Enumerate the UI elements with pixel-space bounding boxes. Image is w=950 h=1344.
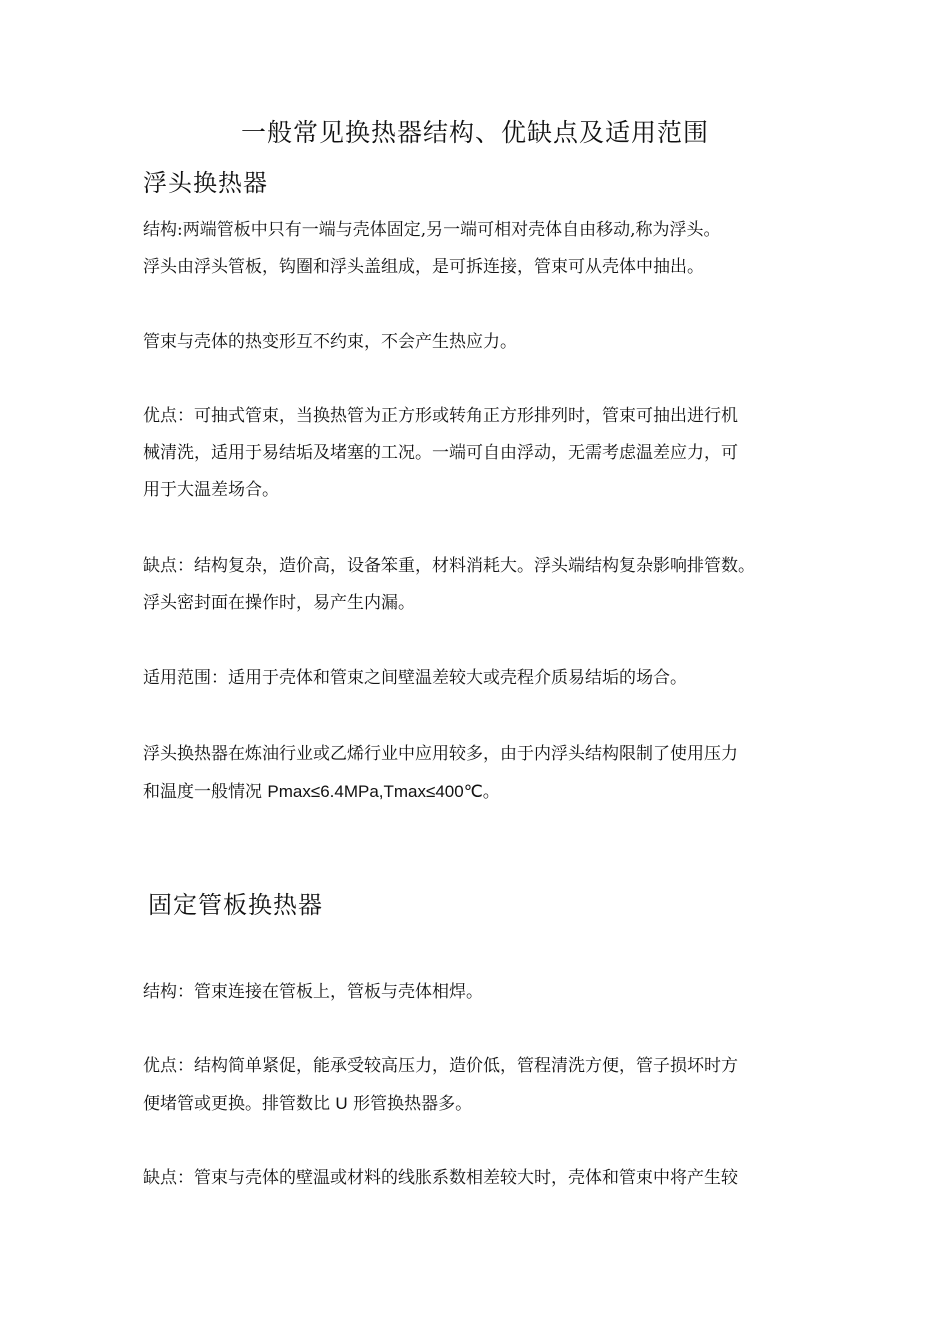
text-line: 浮头由浮头管板，钩圈和浮头盖组成，是可拆连接，管束可从壳体中抽出。 <box>143 257 704 277</box>
text-line: 优点：结构简单紧促，能承受较高压力，造价低，管程清洗方便，管子损坏时方 <box>143 1056 738 1076</box>
paragraph-fixed-advantages <box>143 1048 808 1123</box>
text-fragment: 便堵管或更换。排管数比 <box>143 1094 336 1114</box>
text-line: 浮头换热器在炼油行业或乙烯行业中应用较多，由于内浮头结构限制了使用压力 <box>143 744 738 764</box>
text-line: 用于大温差场合。 <box>143 480 279 500</box>
text-line: 结构:两端管板中只有一端与壳体固定,另一端可相对壳体自由移动,称为浮头。 <box>143 220 721 240</box>
paragraph-thermal-stress <box>143 324 808 361</box>
text-line: 缺点：管束与壳体的壁温或材料的线胀系数相差较大时，壳体和管束中将产生较 <box>143 1168 738 1188</box>
text-fragment: 。 <box>482 782 500 802</box>
paragraph-scope <box>143 660 808 697</box>
section-heading-fixed-tube-sheet: 固定管板换热器 <box>148 891 323 919</box>
text-line: 缺点：结构复杂，造价高，设备笨重，材料消耗大。浮头端结构复杂影响排管数。 <box>143 556 755 576</box>
spec-value: Pmax≤6.4MPa,Tmax≤400℃ <box>267 782 483 801</box>
paragraph-structure <box>143 212 808 286</box>
document-title: 一般常见换热器结构、优缺点及适用范围 <box>240 118 709 147</box>
paragraph-disadvantages <box>143 548 808 622</box>
text-line: 优点：可抽式管束，当换热管为正方形或转角正方形排列时，管束可抽出进行机 <box>143 406 738 426</box>
text-fragment: 形管换热器多。 <box>347 1094 473 1114</box>
text-line: 械清洗，适用于易结垢及堵塞的工况。一端可自由浮动，无需考虑温差应力，可 <box>143 443 738 463</box>
text-line-with-spec <box>143 1085 808 1123</box>
text-line-with-spec <box>143 773 808 811</box>
paragraph-application <box>143 736 808 811</box>
text-fragment: 和温度一般情况 <box>143 782 268 802</box>
paragraph-advantages <box>143 398 808 509</box>
paragraph-fixed-structure <box>143 974 808 1011</box>
text-line: 管束与壳体的热变形互不约束，不会产生热应力。 <box>143 332 517 352</box>
text-line: 结构：管束连接在管板上，管板与壳体相焊。 <box>143 982 483 1002</box>
spec-value: U <box>335 1094 348 1113</box>
paragraph-fixed-disadvantages <box>143 1160 808 1197</box>
text-line: 适用范围：适用于壳体和管束之间壁温差较大或壳程介质易结垢的场合。 <box>143 668 687 688</box>
section-heading-floating-head: 浮头换热器 <box>143 169 268 197</box>
text-line: 浮头密封面在操作时，易产生内漏。 <box>143 593 415 613</box>
